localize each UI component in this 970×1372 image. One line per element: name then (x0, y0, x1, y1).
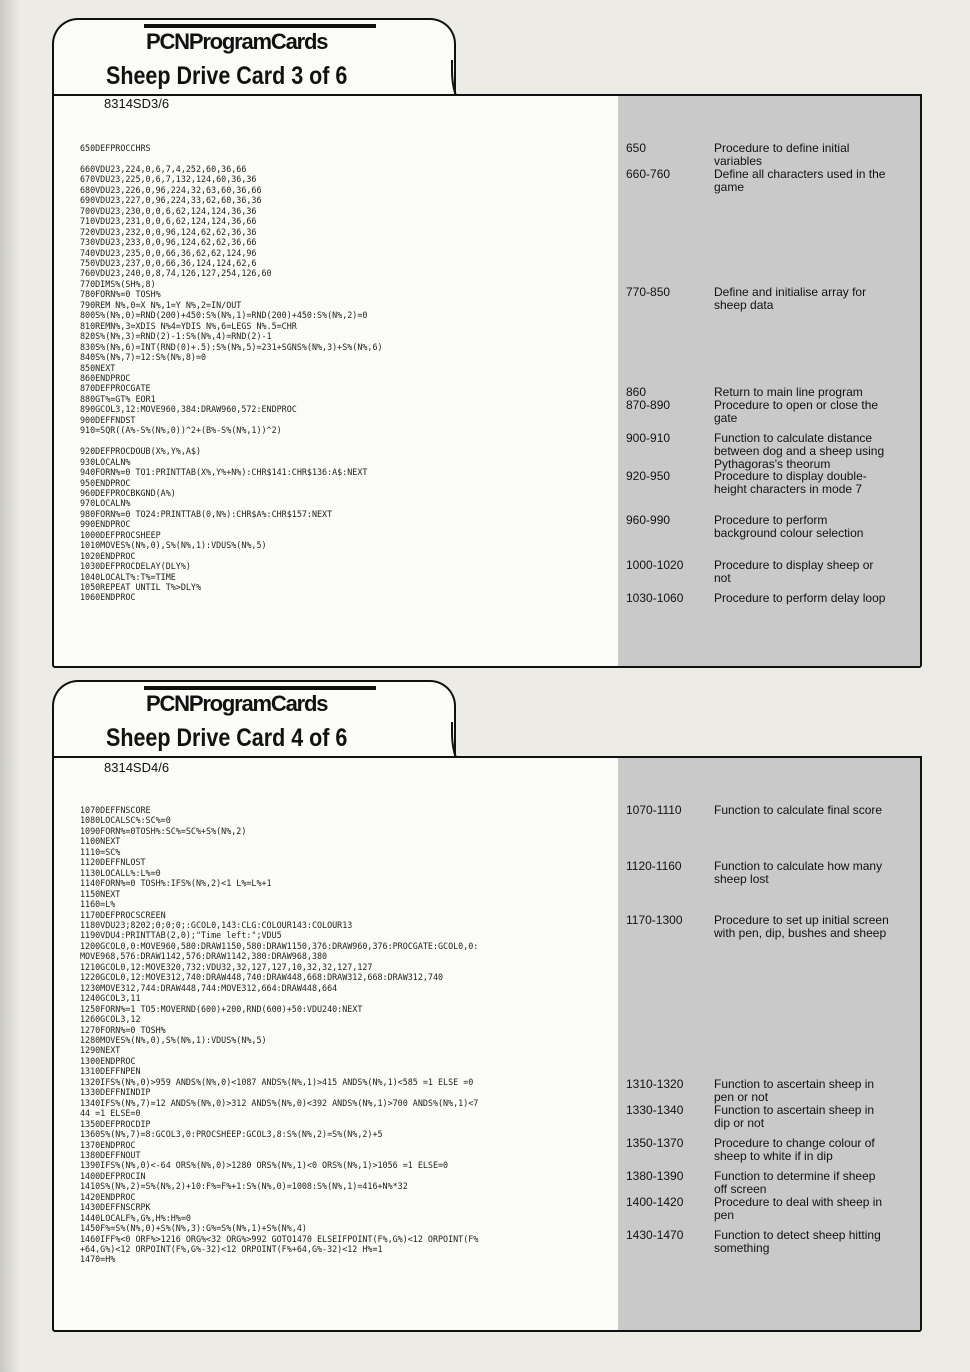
note-line-range: 870-890 (626, 398, 671, 412)
code-line: 1330DEFFNINDIP (80, 1087, 151, 1098)
note-description: Define all characters used in the game (714, 167, 886, 194)
note-line-range: 1000-1020 (626, 558, 684, 572)
code-line: 1370ENDPROC (80, 1139, 136, 1150)
note-description: Return to main line program (714, 385, 863, 399)
code-line: 1320IFS%(N%,0)>959 ANDS%(N%,0)<1087 ANDS%(N%,1)>415 ANDS%(N%,1)<585 =1 ELSE =0 (80, 1076, 474, 1087)
note-line-range: 1350-1370 (626, 1136, 684, 1150)
code-line: 1160=L% (80, 899, 116, 910)
code-line: 880GT%=GT% EOR1 (80, 393, 156, 404)
code-line: 790REM N%,0=X N%,1=Y N%,2=IN/OUT (80, 299, 242, 310)
code-line: 1040LOCALT%:T%=TIME (80, 571, 176, 582)
code-line: 890GCOL3,12:MOVE960,384:DRAW960,572:ENDPROC (80, 404, 297, 415)
note-description: Procedure to change colour of sheep to white if in dip (714, 1136, 875, 1163)
code-line: 760VDU23,240,0,8,74,126,127,254,126,60 (80, 268, 272, 279)
program-listing (80, 805, 478, 1265)
code-line: 870DEFPROCGATE (80, 383, 151, 394)
code-line: 1400DEFPROCIN (80, 1170, 146, 1181)
code-line: 1470=H% (80, 1254, 116, 1265)
note-description: Procedure to set up initial screen with pen, dip, bushes and sheep (714, 913, 889, 940)
note-description: Procedure to display double-height characters in mode 7 (714, 469, 867, 496)
code-line: 970LOCALN% (80, 498, 131, 509)
code-line: +64,G%)<12 ORPOINT(F%,G%-32)<12 ORPOINT(F%+64,G%-32)<12 H%=1 (80, 1244, 383, 1255)
note-line-range: 1120-1160 (626, 859, 682, 873)
code-line: 44 =1 ELSE=0 (80, 1108, 141, 1119)
code-line: 1420ENDPROC (80, 1191, 136, 1202)
code-line: 1350DEFPROCDIP (80, 1118, 151, 1129)
code-line: 1010MOVES%(N%,0),S%(N%,1):VDUS%(N%,5) (80, 540, 267, 551)
note-description: Function to calculate final score (714, 803, 883, 817)
note-description: Procedure to open or close the gate (714, 398, 879, 425)
code-line: 950ENDPROC (80, 477, 131, 488)
code-line: 1210GCOL0,12:MOVE320,732:VDU32,32,127,127,10,32,32,127,127 (80, 961, 373, 972)
code-line: 930LOCALN% (80, 456, 131, 467)
note-description: Procedure to define initial variables (714, 141, 850, 168)
code-line: 940FORN%=0 TO1:PRINTTAB(X%,Y%+N%):CHR$141:CHR$136:A$:NEXT (80, 467, 368, 478)
brand-bar-top (144, 24, 376, 28)
code-line: 1240GCOL3,11 (80, 993, 141, 1004)
code-line: 650DEFPROCCHRS (80, 143, 151, 153)
code-line: 1430DEFFNSCRPK (80, 1202, 151, 1213)
code-line: 850NEXT (80, 362, 116, 373)
note-line-range: 1030-1060 (626, 591, 684, 605)
code-line: 860ENDPROC (80, 372, 131, 383)
code-line: 730VDU23,233,0,0,96,124,62,62,36,66 (80, 237, 257, 248)
code-line: 990ENDPROC (80, 519, 131, 530)
card-code: 8314SD3/6 (104, 96, 170, 111)
code-line: 1120DEFFNLOST (80, 857, 146, 868)
note-line-range: 660-760 (626, 167, 671, 181)
page-gutter-shadow (0, 0, 20, 1372)
code-line: 1100NEXT (80, 836, 121, 847)
brand-bar-top (144, 686, 376, 690)
note-line-range: 860 (626, 385, 647, 399)
program-card-4 (52, 680, 922, 1332)
code-line: 1460IFF%<0 ORF%>1216 ORG%<32 ORG%>992 GOTO1470 ELSEIFPOINT(F%,G%)<12 ORPOINT(F% (80, 1233, 479, 1244)
brand-logo: PCNProgramCards (146, 691, 328, 716)
code-line: 1030DEFPROCDELAY(DLY%) (80, 561, 191, 572)
code-line: 740VDU23,235,0,0,66,36,62,62,124,96 (80, 247, 257, 258)
code-line: 750VDU23,237,0,0,66,36,124,124,62,6 (80, 257, 257, 268)
code-line: 1020ENDPROC (80, 550, 136, 561)
code-line: 1200GCOL0,0:MOVE960,580:DRAW1150,580:DRAW1150,376:DRAW960,376:PROCGATE:GCOL0,0: (80, 940, 479, 951)
code-line: 810REMN%,3=XDIS N%4=YDIS N%,6=LEGS N%.5=CHR (80, 320, 297, 331)
note-line-range: 1380-1390 (626, 1169, 684, 1183)
code-line: 770DIMS%(SH%,8) (80, 278, 156, 289)
card-title: Sheep Drive Card 3 of 6 (106, 62, 348, 90)
note-description: Procedure to display sheep or not (714, 558, 874, 585)
note-description: Procedure to perform background colour selection (714, 513, 864, 540)
code-line: 1250FORN%=1 TO5:MOVERND(600)+200,RND(600)+50:VDU240:NEXT (80, 1003, 363, 1014)
card-code: 8314SD4/6 (104, 760, 170, 775)
note-line-range: 1310-1320 (626, 1077, 684, 1091)
code-line: 670VDU23,225,0,6,7,132,124,60,36,36 (80, 174, 257, 185)
code-line: 680VDU23,226,0,96,224,32,63,60,36,66 (80, 184, 262, 195)
code-line: 1310DEFFNPEN (80, 1066, 141, 1077)
code-line: 1440LOCALF%,G%,H%:H%=0 (80, 1212, 191, 1223)
code-line: 1340IFS%(N%,7)=12 ANDS%(N%,0)>312 ANDS%(N%,0)<392 ANDS%(N%,1)>700 ANDS%(N%,1)<7 (80, 1097, 479, 1108)
code-line: 660VDU23,224,0,6,7,4,252,60,36,66 (80, 163, 247, 174)
code-line: 1450F%=S%(N%,0)+S%(N%,3):G%=S%(N%,1)+S%(N%,4) (80, 1223, 307, 1234)
code-line: 830S%(N%,6)=INT(RND(0)+.5):S%(N%,5)=231+SGNS%(N%,3)+S%(N%,6) (80, 341, 383, 352)
note-line-range: 920-950 (626, 469, 671, 483)
code-line: 1380DEFFNOUT (80, 1149, 141, 1160)
program-listing (80, 143, 383, 603)
code-line: 1280MOVES%(N%,0),S%(N%,1):VDUS%(N%,5) (80, 1034, 267, 1045)
code-line: 910=SQR((A%-S%(N%,0))^2+(B%-S%(N%,1))^2) (80, 425, 282, 436)
code-line: 900DEFFNDST (80, 414, 136, 425)
note-description: Procedure to perform delay loop (714, 591, 886, 605)
code-line: 1190VDU4:PRINTTAB(2,0);"Time left:";VDU5 (80, 930, 282, 941)
note-description: Function to ascertain sheep in dip or not (714, 1103, 875, 1130)
note-line-range: 1070-1110 (626, 803, 682, 817)
code-line: 820S%(N%,3)=RND(2)-1:S%(N%,4)=RND(2)-1 (80, 331, 272, 342)
card-title: Sheep Drive Card 4 of 6 (106, 724, 348, 752)
code-line: 1080LOCALSC%:SC%=0 (80, 815, 171, 826)
code-line: 1410S%(N%,2)=S%(N%,2)+10:F%=F%+1:S%(N%,0)=1008:S%(N%,1)=416+N%*32 (80, 1181, 408, 1192)
code-line: 710VDU23,231,0,0,6,62,124,124,36,66 (80, 216, 257, 227)
code-line: 1150NEXT (80, 888, 121, 899)
code-line: 1270FORN%=0 TOSH% (80, 1024, 166, 1035)
code-line: 720VDU23,232,0,0,96,124,62,62,36,36 (80, 226, 257, 237)
note-line-range: 770-850 (626, 285, 671, 299)
code-line: 800S%(N%,0)=RND(200)+450:S%(N%,1)=RND(200)+450:S%(N%,2)=0 (80, 310, 368, 321)
note-line-range: 650 (626, 141, 647, 155)
code-line: 1070DEFFNSCORE (80, 805, 151, 815)
note-line-range: 1430-1470 (626, 1228, 684, 1242)
code-line: 1060ENDPROC (80, 592, 136, 603)
code-line: 1230MOVE312,744:DRAW448,744:MOVE312,664:DRAW448,664 (80, 982, 338, 993)
code-line: 920DEFPROCDOUB(X%,Y%,A$) (80, 446, 202, 457)
code-line: 1180VDU23;8202;0;0;0;:GCOL0,143:CLG:COLOUR143:COLOUR13 (80, 919, 353, 930)
note-description: Function to ascertain sheep in pen or not (714, 1077, 875, 1104)
code-line: 840S%(N%,7)=12:S%(N%,8)=0 (80, 352, 207, 363)
code-line: 690VDU23,227,0,96,224,33,62,60,36,36 (80, 195, 262, 206)
note-description: Define and initialise array for sheep data (714, 285, 867, 312)
code-line: 700VDU23,230,0,0,6,62,124,124,36,36 (80, 205, 257, 216)
code-line: 960DEFPROCBKGND(A%) (80, 487, 176, 498)
code-line: 1220GCOL0,12:MOVE312,740:DRAW448,740:DRAW448,668:DRAW312,668:DRAW312,740 (80, 972, 444, 983)
code-line: 1090FORN%=0TOSH%:SC%=SC%+S%(N%,2) (80, 825, 247, 836)
note-description: Function to detect sheep hitting something (714, 1228, 881, 1255)
code-line: 1050REPEAT UNTIL T%>DLY% (80, 582, 202, 593)
note-description: Procedure to deal with sheep in pen (714, 1195, 883, 1222)
note-line-range: 1400-1420 (626, 1195, 684, 1209)
code-line: 1360S%(N%,7)=8:GCOL3,0:PROCSHEEP:GCOL3,8:S%(N%,2)=S%(N%,2)+5 (80, 1129, 383, 1140)
brand-logo: PCNProgramCards (146, 29, 328, 54)
code-line: MOVE968,576:DRAW1142,576:DRAW1142,380:DRAW968,380 (80, 951, 328, 962)
code-line: 1130LOCALL%:L%=0 (80, 867, 161, 878)
code-line: 1110=SC% (80, 846, 121, 857)
note-description: Function to calculate how many sheep lost (714, 859, 883, 886)
code-line: 780FORN%=0 TOSH% (80, 289, 161, 300)
code-line: 1170DEFPROCSCREEN (80, 909, 166, 920)
note-line-range: 960-990 (626, 513, 671, 527)
note-description: Function to calculate distance between dog and a sheep using Pythagoras's theorum (714, 431, 885, 471)
code-line: 1140FORN%=0 TOSH%:IFS%(N%,2)<1 L%=L%+1 (80, 878, 272, 889)
note-line-range: 1330-1340 (626, 1103, 684, 1117)
code-line: 1300ENDPROC (80, 1055, 136, 1066)
note-description: Function to determine if sheep off screen (714, 1169, 876, 1196)
note-line-range: 1170-1300 (626, 913, 683, 927)
note-line-range: 900-910 (626, 431, 671, 445)
code-line: 1260GCOL3,12 (80, 1014, 141, 1025)
code-line: 1000DEFPROCSHEEP (80, 529, 161, 540)
code-line: 980FORN%=0 TO24:PRINTTAB(0,N%):CHR$A%:CHR$157:NEXT (80, 508, 333, 519)
program-card-3 (52, 18, 922, 668)
code-line: 1290NEXT (80, 1045, 121, 1056)
code-line: 1390IFS%(N%,0)<-64 ORS%(N%,0)>1280 ORS%(N%,1)<0 ORS%(N%,1)>1056 =1 ELSE=0 (80, 1160, 449, 1171)
